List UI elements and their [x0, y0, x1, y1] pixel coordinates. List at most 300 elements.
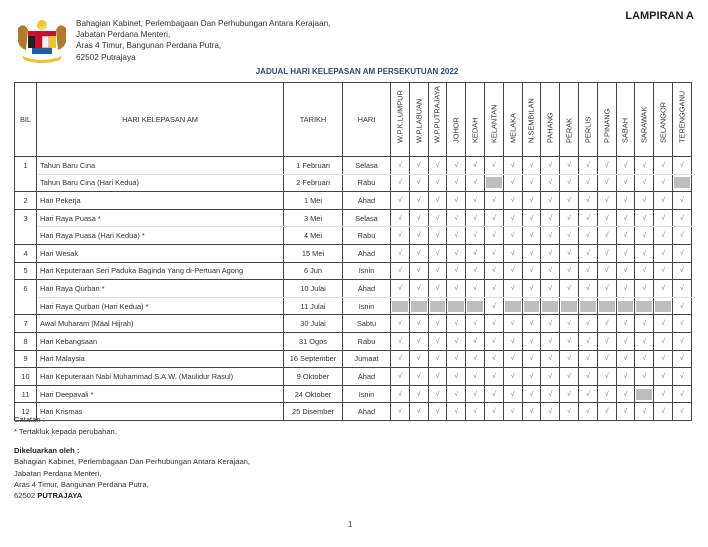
- check-icon: √: [635, 192, 654, 210]
- gray-fill: [505, 301, 521, 312]
- gray-fill: [561, 301, 577, 312]
- check-icon: √: [616, 332, 635, 350]
- column-header-state: [484, 83, 503, 157]
- check-icon: √: [635, 280, 654, 298]
- check-icon: √: [560, 157, 579, 175]
- holiday-date: 31 Ogos: [284, 332, 343, 350]
- check-icon: √: [672, 385, 691, 403]
- check-icon: √: [560, 403, 579, 421]
- check-icon: √: [560, 244, 579, 262]
- check-icon: √: [672, 350, 691, 368]
- check-icon: √: [466, 227, 485, 245]
- check-icon: √: [672, 192, 691, 210]
- check-icon: √: [447, 280, 466, 298]
- check-icon: √: [578, 209, 597, 227]
- check-icon: √: [391, 227, 410, 245]
- not-applicable-cell: [447, 297, 466, 315]
- check-icon: √: [484, 280, 503, 298]
- check-icon: √: [428, 174, 447, 192]
- state-label: SABAH: [620, 117, 630, 143]
- check-icon: √: [597, 280, 616, 298]
- not-applicable-cell: [409, 297, 428, 315]
- check-icon: √: [522, 192, 541, 210]
- row-number: 5: [15, 262, 37, 280]
- gray-fill: [392, 301, 408, 312]
- check-icon: √: [616, 174, 635, 192]
- check-icon: √: [466, 192, 485, 210]
- not-applicable-cell: [654, 297, 673, 315]
- check-icon: √: [672, 403, 691, 421]
- check-icon: √: [484, 157, 503, 175]
- check-icon: √: [484, 332, 503, 350]
- check-icon: √: [409, 244, 428, 262]
- check-icon: √: [391, 209, 410, 227]
- check-icon: √: [616, 350, 635, 368]
- check-icon: √: [541, 227, 560, 245]
- row-number: 6: [15, 280, 37, 298]
- check-icon: √: [447, 385, 466, 403]
- check-icon: √: [560, 262, 579, 280]
- check-icon: √: [672, 368, 691, 386]
- notes: [14, 414, 117, 437]
- check-icon: √: [654, 244, 673, 262]
- check-icon: √: [635, 315, 654, 333]
- state-label: PERAK: [564, 117, 574, 143]
- not-applicable-cell: [560, 297, 579, 315]
- check-icon: √: [409, 315, 428, 333]
- holiday-day: Sabtu: [343, 315, 391, 333]
- check-icon: √: [484, 368, 503, 386]
- holiday-name: Hari Kebangsaan: [37, 332, 284, 350]
- check-icon: √: [484, 315, 503, 333]
- check-icon: √: [409, 332, 428, 350]
- check-icon: √: [409, 209, 428, 227]
- check-icon: √: [409, 403, 428, 421]
- gray-fill: [618, 301, 634, 312]
- row-number: 4: [15, 244, 37, 262]
- state-label: W.P.K.LUMPUR: [395, 90, 405, 143]
- check-icon: √: [560, 368, 579, 386]
- check-icon: √: [541, 368, 560, 386]
- check-icon: √: [522, 350, 541, 368]
- check-icon: √: [560, 209, 579, 227]
- check-icon: √: [654, 280, 673, 298]
- check-icon: √: [672, 209, 691, 227]
- state-label: W.P.LABUAN: [414, 98, 424, 143]
- issued-city: PUTRAJAYA: [37, 491, 83, 501]
- check-icon: √: [503, 368, 522, 386]
- check-icon: √: [616, 315, 635, 333]
- check-icon: √: [616, 385, 635, 403]
- check-icon: √: [560, 174, 579, 192]
- check-icon: √: [616, 244, 635, 262]
- check-icon: √: [409, 262, 428, 280]
- gray-fill: [430, 301, 446, 312]
- table-row: [15, 315, 692, 333]
- holiday-date: 3 Mei: [284, 209, 343, 227]
- check-icon: √: [522, 244, 541, 262]
- holiday-date: 24 Oktober: [284, 385, 343, 403]
- check-icon: √: [522, 174, 541, 192]
- check-icon: √: [672, 244, 691, 262]
- holiday-date: 9 Oktober: [284, 368, 343, 386]
- check-icon: √: [597, 315, 616, 333]
- check-icon: √: [447, 403, 466, 421]
- check-icon: √: [428, 385, 447, 403]
- row-number: [15, 174, 37, 192]
- check-icon: √: [503, 262, 522, 280]
- address-line: Jabatan Perdana Menteri,: [76, 30, 171, 40]
- check-icon: √: [409, 280, 428, 298]
- not-applicable-cell: [522, 297, 541, 315]
- not-applicable-cell: [635, 297, 654, 315]
- column-header-state: [616, 83, 635, 157]
- check-icon: √: [541, 209, 560, 227]
- holiday-date: 25 Disember: [284, 403, 343, 421]
- check-icon: √: [503, 192, 522, 210]
- gray-fill: [636, 301, 652, 312]
- holiday-day: Ahad: [343, 403, 391, 421]
- row-number: 1: [15, 157, 37, 175]
- not-applicable-cell: [597, 297, 616, 315]
- table-row: [15, 174, 692, 192]
- check-icon: √: [654, 332, 673, 350]
- holiday-day: Ahad: [343, 192, 391, 210]
- holiday-name: Hari Krismas: [37, 403, 284, 421]
- table-row: [15, 368, 692, 386]
- check-icon: √: [466, 280, 485, 298]
- table-row: [15, 244, 692, 262]
- holiday-name: Hari Raya Puasa (Hari Kedua) *: [37, 227, 284, 245]
- check-icon: √: [672, 262, 691, 280]
- holiday-date: 30 Julai: [284, 315, 343, 333]
- check-icon: √: [616, 280, 635, 298]
- check-icon: √: [466, 350, 485, 368]
- check-icon: √: [503, 280, 522, 298]
- check-icon: √: [409, 192, 428, 210]
- check-icon: √: [447, 192, 466, 210]
- check-icon: √: [447, 368, 466, 386]
- page-number: 1: [348, 520, 353, 529]
- holiday-name: Hari Raya Qurban (Hari Kedua) *: [37, 297, 284, 315]
- row-number: 10: [15, 368, 37, 386]
- holiday-name: Hari Raya Qurban *: [37, 280, 284, 298]
- check-icon: √: [409, 174, 428, 192]
- check-icon: √: [428, 244, 447, 262]
- not-applicable-cell: [541, 297, 560, 315]
- check-icon: √: [597, 157, 616, 175]
- check-icon: √: [503, 332, 522, 350]
- check-icon: √: [560, 280, 579, 298]
- issued-by: [14, 445, 250, 501]
- holiday-name: Tahun Baru Cina (Hari Kedua): [37, 174, 284, 192]
- check-icon: √: [578, 350, 597, 368]
- check-icon: √: [466, 209, 485, 227]
- check-icon: √: [635, 368, 654, 386]
- gray-fill: [542, 301, 558, 312]
- state-label: TERENGGANU: [677, 90, 687, 143]
- check-icon: √: [597, 174, 616, 192]
- not-applicable-cell: [635, 385, 654, 403]
- row-number: [15, 297, 37, 315]
- check-icon: √: [484, 403, 503, 421]
- check-icon: √: [484, 297, 503, 315]
- check-icon: √: [672, 315, 691, 333]
- address-line: Aras 4 Timur, Bangunan Perdana Putra,: [76, 41, 222, 51]
- check-icon: √: [654, 403, 673, 421]
- holiday-name: Tahun Baru Cina: [37, 157, 284, 175]
- not-applicable-cell: [672, 174, 691, 192]
- holiday-date: 10 Julai: [284, 280, 343, 298]
- check-icon: √: [428, 280, 447, 298]
- check-icon: √: [541, 157, 560, 175]
- check-icon: √: [635, 174, 654, 192]
- gray-fill: [467, 301, 483, 312]
- table-row: [15, 385, 692, 403]
- check-icon: √: [484, 262, 503, 280]
- column-header-state: [522, 83, 541, 157]
- holiday-table: [14, 82, 692, 421]
- check-icon: √: [466, 157, 485, 175]
- check-icon: √: [578, 368, 597, 386]
- check-icon: √: [428, 209, 447, 227]
- check-icon: √: [447, 157, 466, 175]
- state-label: N.SEMBILAN: [526, 98, 536, 143]
- check-icon: √: [522, 227, 541, 245]
- gray-fill: [674, 177, 690, 188]
- holiday-name: Awal Muharam (Maal Hijrah): [37, 315, 284, 333]
- holiday-name: Hari Keputeraan Seri Paduka Baginda Yang di-Pertuan Agong: [37, 262, 284, 280]
- table-row: [15, 350, 692, 368]
- check-icon: √: [391, 280, 410, 298]
- row-number: [15, 227, 37, 245]
- check-icon: √: [578, 192, 597, 210]
- check-icon: √: [391, 403, 410, 421]
- gray-fill: [486, 177, 502, 188]
- column-header-state: [541, 83, 560, 157]
- holiday-day: Ahad: [343, 280, 391, 298]
- check-icon: √: [447, 227, 466, 245]
- check-icon: √: [654, 262, 673, 280]
- check-icon: √: [616, 368, 635, 386]
- check-icon: √: [560, 227, 579, 245]
- check-icon: √: [503, 157, 522, 175]
- check-icon: √: [484, 209, 503, 227]
- column-header-state: [466, 83, 485, 157]
- note-item: * Tertakluk kepada perubahan.: [14, 426, 117, 436]
- check-icon: √: [447, 244, 466, 262]
- check-icon: √: [428, 350, 447, 368]
- annex-label: LAMPIRAN A: [625, 10, 694, 22]
- holiday-day: Selasa: [343, 209, 391, 227]
- column-header-state: [503, 83, 522, 157]
- check-icon: √: [391, 368, 410, 386]
- check-icon: √: [428, 403, 447, 421]
- check-icon: √: [466, 174, 485, 192]
- check-icon: √: [503, 227, 522, 245]
- check-icon: √: [578, 332, 597, 350]
- holiday-day: Rabu: [343, 174, 391, 192]
- gray-fill: [524, 301, 540, 312]
- check-icon: √: [522, 262, 541, 280]
- issued-line: Bahagian Kabinet, Perlembagaan Dan Perhubungan Antara Kerajaan,: [14, 457, 251, 467]
- check-icon: √: [635, 262, 654, 280]
- issued-line: Aras 4 Timur, Bangunan Perdana Putra,: [14, 479, 149, 489]
- holiday-name: Hari Raya Puasa *: [37, 209, 284, 227]
- check-icon: √: [635, 332, 654, 350]
- row-number: 7: [15, 315, 37, 333]
- malaysia-coat-of-arms-icon: [14, 18, 70, 64]
- row-number: 11: [15, 385, 37, 403]
- check-icon: √: [503, 209, 522, 227]
- check-icon: √: [635, 350, 654, 368]
- gray-fill: [411, 301, 427, 312]
- check-icon: √: [654, 385, 673, 403]
- holiday-name: Hari Keputeraan Nabi Muhammad S.A.W. (Maulidur Rasul): [37, 368, 284, 386]
- check-icon: √: [466, 368, 485, 386]
- holiday-day: Jumaat: [343, 350, 391, 368]
- check-icon: √: [466, 332, 485, 350]
- gray-fill: [636, 389, 652, 400]
- check-icon: √: [447, 315, 466, 333]
- holiday-day: Ahad: [343, 368, 391, 386]
- header-address: [76, 18, 330, 63]
- check-icon: √: [522, 403, 541, 421]
- table-row: [15, 332, 692, 350]
- check-icon: √: [522, 385, 541, 403]
- check-icon: √: [484, 192, 503, 210]
- not-applicable-cell: [484, 174, 503, 192]
- holiday-date: 6 Jun: [284, 262, 343, 280]
- column-header-state: [409, 83, 428, 157]
- check-icon: √: [635, 403, 654, 421]
- issued-postcode: 62502: [14, 491, 36, 501]
- holiday-name: Hari Wesak: [37, 244, 284, 262]
- check-icon: √: [597, 244, 616, 262]
- check-icon: √: [503, 403, 522, 421]
- row-number: 12: [15, 403, 37, 421]
- check-icon: √: [522, 280, 541, 298]
- not-applicable-cell: [616, 297, 635, 315]
- table-row: [15, 209, 692, 227]
- check-icon: √: [560, 385, 579, 403]
- check-icon: √: [616, 192, 635, 210]
- check-icon: √: [409, 227, 428, 245]
- check-icon: √: [597, 350, 616, 368]
- check-icon: √: [560, 332, 579, 350]
- issued-line: Jabatan Perdana Menteri,: [14, 468, 102, 478]
- check-icon: √: [447, 174, 466, 192]
- check-icon: √: [541, 192, 560, 210]
- check-icon: √: [428, 315, 447, 333]
- check-icon: √: [541, 385, 560, 403]
- row-number: 3: [15, 209, 37, 227]
- check-icon: √: [672, 297, 691, 315]
- check-icon: √: [672, 227, 691, 245]
- column-header-state: [635, 83, 654, 157]
- gray-fill: [655, 301, 671, 312]
- check-icon: √: [409, 350, 428, 368]
- check-icon: √: [391, 332, 410, 350]
- state-label: SELANGOR: [658, 101, 668, 143]
- check-icon: √: [447, 262, 466, 280]
- check-icon: √: [447, 332, 466, 350]
- check-icon: √: [503, 385, 522, 403]
- column-header-state: [654, 83, 673, 157]
- check-icon: √: [578, 174, 597, 192]
- check-icon: √: [503, 244, 522, 262]
- issued-by-heading: Dikeluarkan oleh :: [14, 446, 80, 455]
- holiday-date: 11 Julai: [284, 297, 343, 315]
- column-header-state: [578, 83, 597, 157]
- page-title: JADUAL HARI KELEPASAN AM PERSEKUTUAN 2022: [255, 67, 459, 76]
- check-icon: √: [597, 192, 616, 210]
- check-icon: √: [635, 209, 654, 227]
- gray-fill: [580, 301, 596, 312]
- check-icon: √: [466, 244, 485, 262]
- check-icon: √: [522, 209, 541, 227]
- check-icon: √: [578, 403, 597, 421]
- check-icon: √: [597, 209, 616, 227]
- holiday-day: Selasa: [343, 157, 391, 175]
- column-header-state: [447, 83, 466, 157]
- state-label: PERLIS: [583, 116, 593, 143]
- holiday-name: Hari Deepavali *: [37, 385, 284, 403]
- check-icon: √: [560, 192, 579, 210]
- gray-fill: [599, 301, 615, 312]
- holiday-day: Rabu: [343, 332, 391, 350]
- holiday-date: 2 Februari: [284, 174, 343, 192]
- column-header-bil: BIL: [15, 83, 37, 157]
- check-icon: √: [578, 227, 597, 245]
- check-icon: √: [503, 174, 522, 192]
- notes-heading: Catatan :: [14, 415, 45, 424]
- check-icon: √: [428, 262, 447, 280]
- check-icon: √: [391, 315, 410, 333]
- check-icon: √: [635, 157, 654, 175]
- check-icon: √: [616, 262, 635, 280]
- table-row: [15, 192, 692, 210]
- check-icon: √: [503, 315, 522, 333]
- check-icon: √: [560, 315, 579, 333]
- table-row: [15, 280, 692, 298]
- check-icon: √: [635, 244, 654, 262]
- check-icon: √: [522, 332, 541, 350]
- check-icon: √: [616, 403, 635, 421]
- check-icon: √: [503, 350, 522, 368]
- check-icon: √: [466, 315, 485, 333]
- check-icon: √: [541, 332, 560, 350]
- not-applicable-cell: [578, 297, 597, 315]
- check-icon: √: [597, 332, 616, 350]
- state-label: P.PINANG: [602, 108, 612, 143]
- check-icon: √: [654, 209, 673, 227]
- check-icon: √: [654, 227, 673, 245]
- holiday-day: Isnin: [343, 297, 391, 315]
- check-icon: √: [391, 350, 410, 368]
- check-icon: √: [447, 209, 466, 227]
- check-icon: √: [541, 262, 560, 280]
- check-icon: √: [654, 157, 673, 175]
- row-number: 9: [15, 350, 37, 368]
- check-icon: √: [672, 280, 691, 298]
- check-icon: √: [541, 350, 560, 368]
- check-icon: √: [409, 368, 428, 386]
- holiday-date: 4 Mei: [284, 227, 343, 245]
- check-icon: √: [428, 368, 447, 386]
- row-number: 2: [15, 192, 37, 210]
- check-icon: √: [447, 350, 466, 368]
